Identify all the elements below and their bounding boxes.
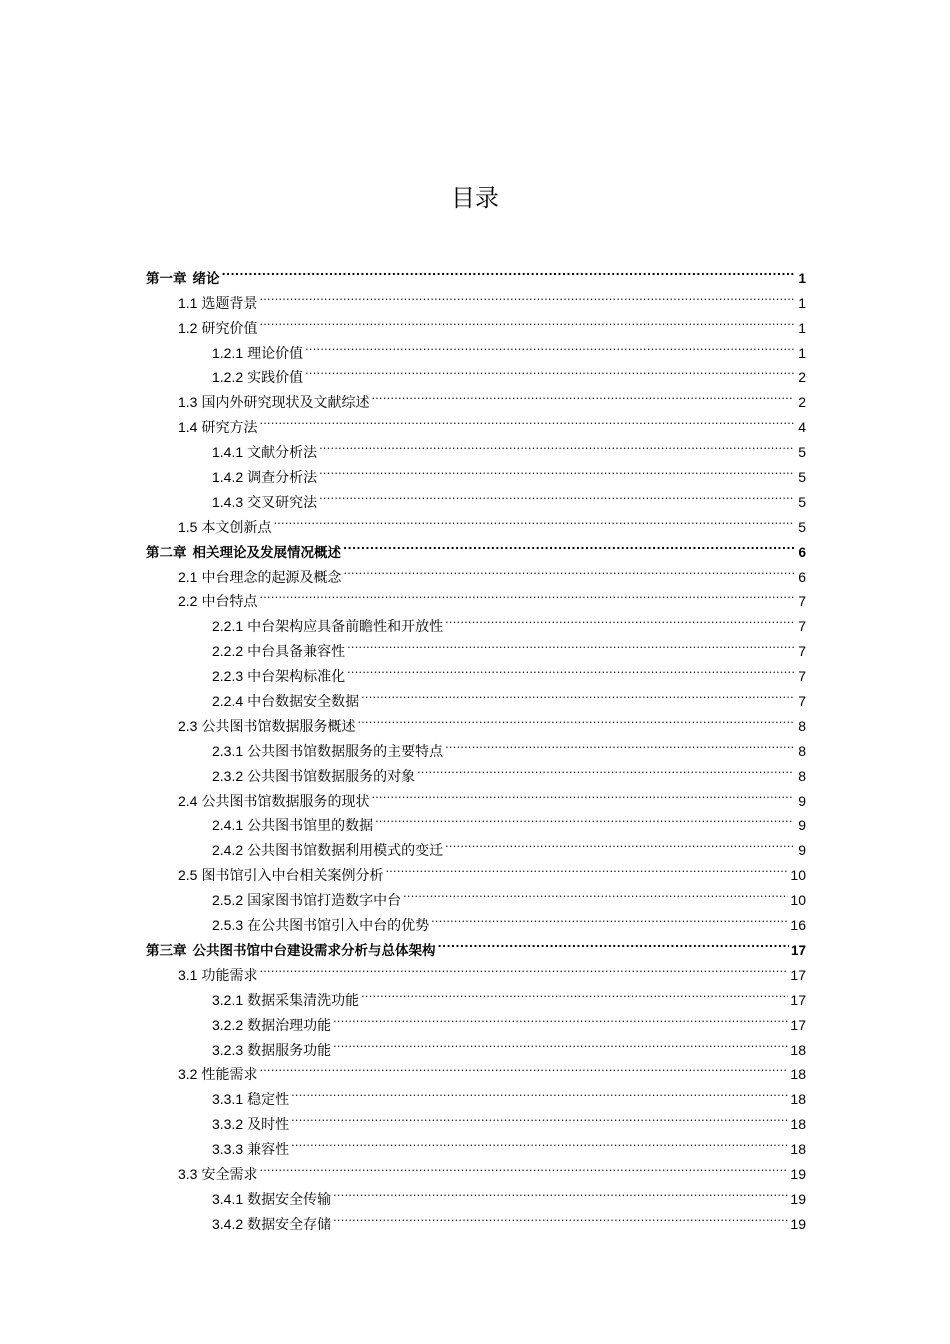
toc-dot-leader: [305, 333, 794, 358]
toc-entry-number: 1.4: [178, 419, 198, 436]
toc-page-number: 19: [790, 1165, 806, 1182]
toc-entry-title: 中台数据安全数据: [247, 694, 360, 711]
toc-entry[interactable]: [146, 1204, 806, 1233]
toc-dot-leader: [371, 382, 794, 407]
toc-entry-number: 1.2.2: [212, 369, 244, 386]
toc-dot-leader: [431, 905, 788, 930]
toc-page-number: 7: [798, 643, 806, 660]
toc-dot-leader: [259, 308, 794, 333]
toc-entry[interactable]: [146, 681, 806, 711]
toc-entry[interactable]: [146, 283, 806, 312]
toc-entry-number: 3.3.2: [212, 1116, 244, 1133]
toc-entry-number: 第二章: [146, 544, 187, 560]
toc-entry-number: 2.4.2: [212, 842, 244, 859]
toc-dot-leader: [333, 1204, 788, 1229]
toc-entry-number: 3.1: [178, 966, 198, 983]
toc-entry-number: 3.3: [178, 1165, 198, 1182]
toc-entry-title: 稳定性: [247, 1092, 290, 1109]
toc-entry[interactable]: [146, 457, 806, 487]
toc-page-number: 17: [790, 991, 806, 1008]
toc-entry-title: 调查分析法: [247, 470, 318, 487]
toc-entry-title: 公共图书馆数据服务的现状: [201, 793, 370, 810]
toc-dot-leader: [343, 557, 794, 582]
toc-entry-title: 绪论: [192, 270, 220, 287]
table-of-contents: [146, 258, 806, 1233]
toc-entry-title: 功能需求: [201, 967, 258, 984]
toc-entry[interactable]: [146, 930, 806, 959]
toc-entry-title: 国家图书馆打造数字中台: [247, 893, 402, 910]
toc-dot-leader: [403, 880, 788, 905]
toc-entry[interactable]: [146, 482, 806, 511]
toc-dot-leader: [259, 582, 794, 607]
toc-entry-title: 中台理念的起源及概念: [201, 569, 342, 586]
toc-page-number: 8: [798, 767, 806, 784]
toc-page-number: 1: [798, 319, 806, 336]
toc-page-number: 6: [798, 544, 806, 560]
toc-entry-number: 1.2.1: [212, 344, 244, 361]
toc-dot-leader: [333, 1030, 788, 1055]
toc-entry-number: 2.3.1: [212, 742, 244, 759]
toc-entry-number: 第三章: [146, 942, 187, 958]
toc-entry[interactable]: [146, 830, 806, 860]
toc-entry-number: 2.3.2: [212, 767, 244, 784]
toc-dot-leader: [291, 1079, 788, 1104]
toc-entry-title: 公共图书馆数据服务概述: [201, 718, 356, 735]
toc-entry-title: 中台具备兼容性: [247, 644, 346, 661]
toc-page-number: 10: [790, 867, 806, 884]
toc-dot-leader: [347, 631, 794, 656]
toc-page-number: 19: [790, 1215, 806, 1232]
toc-page-number: 9: [798, 817, 806, 834]
toc-entry-title: 研究价值: [201, 320, 258, 337]
toc-dot-leader: [259, 1055, 788, 1080]
toc-entry[interactable]: [146, 1154, 806, 1183]
toc-entry-number: 3.2: [178, 1066, 198, 1083]
toc-entry[interactable]: [146, 507, 806, 536]
toc-dot-leader: [305, 358, 794, 383]
toc-page-number: 18: [790, 1141, 806, 1158]
toc-entry-title: 相关理论及发展情况概述: [192, 544, 341, 561]
toc-entry-number: 2.1: [178, 568, 198, 585]
toc-dot-leader: [259, 1154, 788, 1179]
toc-entry-title: 文献分析法: [247, 445, 318, 462]
toc-entry-number: 2.4.1: [212, 817, 244, 834]
toc-page-number: 2: [798, 369, 806, 386]
toc-entry-number: 3.2.2: [212, 1016, 244, 1033]
toc-entry[interactable]: [146, 706, 806, 735]
toc-entry-number: 2.2: [178, 593, 198, 610]
toc-entry-number: 1.4.2: [212, 469, 244, 486]
toc-dot-leader: [438, 930, 789, 955]
toc-dot-leader: [445, 830, 794, 855]
toc-dot-leader: [319, 457, 794, 482]
toc-entry[interactable]: [146, 656, 806, 686]
toc-dot-leader: [361, 681, 794, 706]
toc-page-number: 5: [798, 469, 806, 486]
toc-entry-title: 在公共图书馆引入中台的优势: [247, 918, 430, 935]
toc-page-number: 17: [790, 942, 806, 958]
toc-entry-title: 国内外研究现状及文献综述: [201, 395, 370, 412]
toc-page-number: 7: [798, 693, 806, 710]
toc-entry[interactable]: [146, 358, 806, 387]
toc-dot-leader: [222, 258, 795, 283]
toc-entry[interactable]: [146, 1104, 806, 1134]
toc-page-number: 5: [798, 444, 806, 461]
toc-dot-leader: [343, 532, 794, 557]
toc-entry-number: 1.5: [178, 518, 198, 535]
toc-entry-title: 理论价值: [247, 345, 304, 362]
toc-entry-number: 2.3: [178, 717, 198, 734]
toc-page-number: 16: [790, 917, 806, 934]
toc-entry[interactable]: [146, 756, 806, 785]
toc-entry-number: 3.2.1: [212, 991, 244, 1008]
toc-entry-title: 公共图书馆里的数据: [247, 818, 374, 835]
toc-entry-number: 3.4.2: [212, 1215, 244, 1232]
toc-entry[interactable]: [146, 1055, 806, 1084]
toc-page-number: 5: [798, 518, 806, 535]
toc-entry[interactable]: [146, 631, 806, 661]
toc-dot-leader: [333, 1005, 788, 1030]
toc-dot-leader: [319, 432, 794, 457]
toc-page-number: 7: [798, 618, 806, 635]
toc-entry-title: 公共图书馆中台建设需求分析与总体架构: [192, 942, 436, 959]
toc-entry-title: 及时性: [247, 1117, 290, 1134]
toc-page-number: 18: [790, 1116, 806, 1133]
toc-dot-leader: [371, 781, 794, 806]
toc-entry-title: 中台架构标准化: [247, 669, 346, 686]
toc-page-number: 8: [798, 717, 806, 734]
toc-page-number: 17: [790, 966, 806, 983]
toc-entry-number: 1.3: [178, 394, 198, 411]
toc-page-number: 17: [790, 1016, 806, 1033]
toc-page-number: 18: [790, 1091, 806, 1108]
toc-entry[interactable]: [146, 1030, 806, 1059]
toc-entry-number: 3.4.1: [212, 1190, 244, 1207]
toc-page-number: 1: [798, 270, 806, 286]
toc-dot-leader: [357, 706, 794, 731]
toc-page-number: 9: [798, 842, 806, 859]
toc-dot-leader: [361, 980, 788, 1005]
toc-entry[interactable]: [146, 382, 806, 412]
toc-page-number: 7: [798, 668, 806, 685]
toc-page-number: 8: [798, 742, 806, 759]
toc-entry-title: 实践价值: [247, 370, 304, 387]
toc-entry-title: 性能需求: [201, 1067, 258, 1084]
toc-page-number: 18: [790, 1041, 806, 1058]
toc-entry-number: 1.2: [178, 319, 198, 336]
toc-entry-title: 公共图书馆数据利用模式的变迁: [247, 843, 444, 860]
toc-entry-title: 数据安全存储: [247, 1216, 332, 1233]
toc-dot-leader: [347, 656, 794, 681]
toc-entry[interactable]: [146, 1129, 806, 1159]
toc-entry-number: 3.2.3: [212, 1041, 244, 1058]
toc-entry-title: 中台架构应具备前瞻性和开放性: [247, 619, 444, 636]
toc-entry-title: 数据服务功能: [247, 1042, 332, 1059]
toc-dot-leader: [445, 606, 794, 631]
toc-page-number: 4: [798, 419, 806, 436]
toc-entry-number: 2.2.1: [212, 618, 244, 635]
toc-dot-leader: [291, 1104, 788, 1129]
toc-page-number: 2: [798, 394, 806, 411]
toc-entry-title: 安全需求: [201, 1166, 258, 1183]
toc-page-number: 1: [798, 344, 806, 361]
toc-entry-number: 2.4: [178, 792, 198, 809]
toc-entry-number: 2.2.2: [212, 643, 244, 660]
toc-dot-leader: [259, 407, 794, 432]
toc-entry-title: 本文创新点: [201, 519, 272, 536]
page-title: 目录: [451, 184, 499, 212]
toc-page-number: 9: [798, 792, 806, 809]
toc-entry-number: 2.5.2: [212, 892, 244, 909]
toc-dot-leader: [259, 955, 788, 980]
toc-entry-title: 研究方法: [201, 420, 258, 437]
toc-page-number: 19: [790, 1190, 806, 1207]
toc-dot-leader: [445, 731, 794, 756]
toc-entry-number: 2.5.3: [212, 917, 244, 934]
toc-entry-title: 交叉研究法: [247, 494, 318, 511]
toc-dot-leader: [273, 507, 794, 532]
toc-dot-leader: [319, 482, 794, 507]
toc-page-number: 1: [798, 294, 806, 311]
toc-page-number: 7: [798, 593, 806, 610]
toc-page-number: 10: [790, 892, 806, 909]
toc-entry-number: 2.2.3: [212, 668, 244, 685]
toc-dot-leader: [333, 1179, 788, 1204]
toc-entry-number: 2.2.4: [212, 693, 244, 710]
toc-entry-number: 2.5: [178, 867, 198, 884]
toc-entry[interactable]: [146, 1005, 806, 1034]
toc-entry-number: 3.3.3: [212, 1141, 244, 1158]
toc-dot-leader: [259, 283, 794, 308]
toc-entry-title: 选题背景: [201, 295, 258, 312]
toc-entry-title: 数据治理功能: [247, 1017, 332, 1034]
toc-entry[interactable]: [146, 258, 806, 287]
toc-dot-leader: [375, 806, 794, 831]
toc-page-number: 18: [790, 1066, 806, 1083]
toc-entry-number: 1.4.3: [212, 493, 244, 510]
toc-entry-number: 1.1: [178, 294, 198, 311]
toc-entry-title: 数据安全传输: [247, 1191, 332, 1208]
toc-entry-title: 公共图书馆数据服务的主要特点: [247, 743, 444, 760]
toc-entry-title: 数据采集清洗功能: [247, 992, 360, 1009]
toc-dot-leader: [385, 855, 788, 880]
toc-entry-number: 第一章: [146, 270, 187, 286]
toc-dot-leader: [417, 756, 794, 781]
toc-entry[interactable]: [146, 855, 806, 885]
toc-page-number: 5: [798, 493, 806, 510]
toc-entry[interactable]: [146, 905, 806, 935]
toc-entry[interactable]: [146, 781, 806, 810]
toc-entry-title: 图书馆引入中台相关案例分析: [201, 868, 384, 885]
toc-entry-number: 3.3.1: [212, 1091, 244, 1108]
toc-entry-number: 1.4.1: [212, 444, 244, 461]
toc-entry-title: 中台特点: [201, 594, 258, 611]
toc-dot-leader: [291, 1129, 788, 1154]
toc-entry-title: 兼容性: [247, 1142, 290, 1159]
toc-page-number: 6: [798, 568, 806, 585]
toc-entry-title: 公共图书馆数据服务的对象: [247, 768, 416, 785]
